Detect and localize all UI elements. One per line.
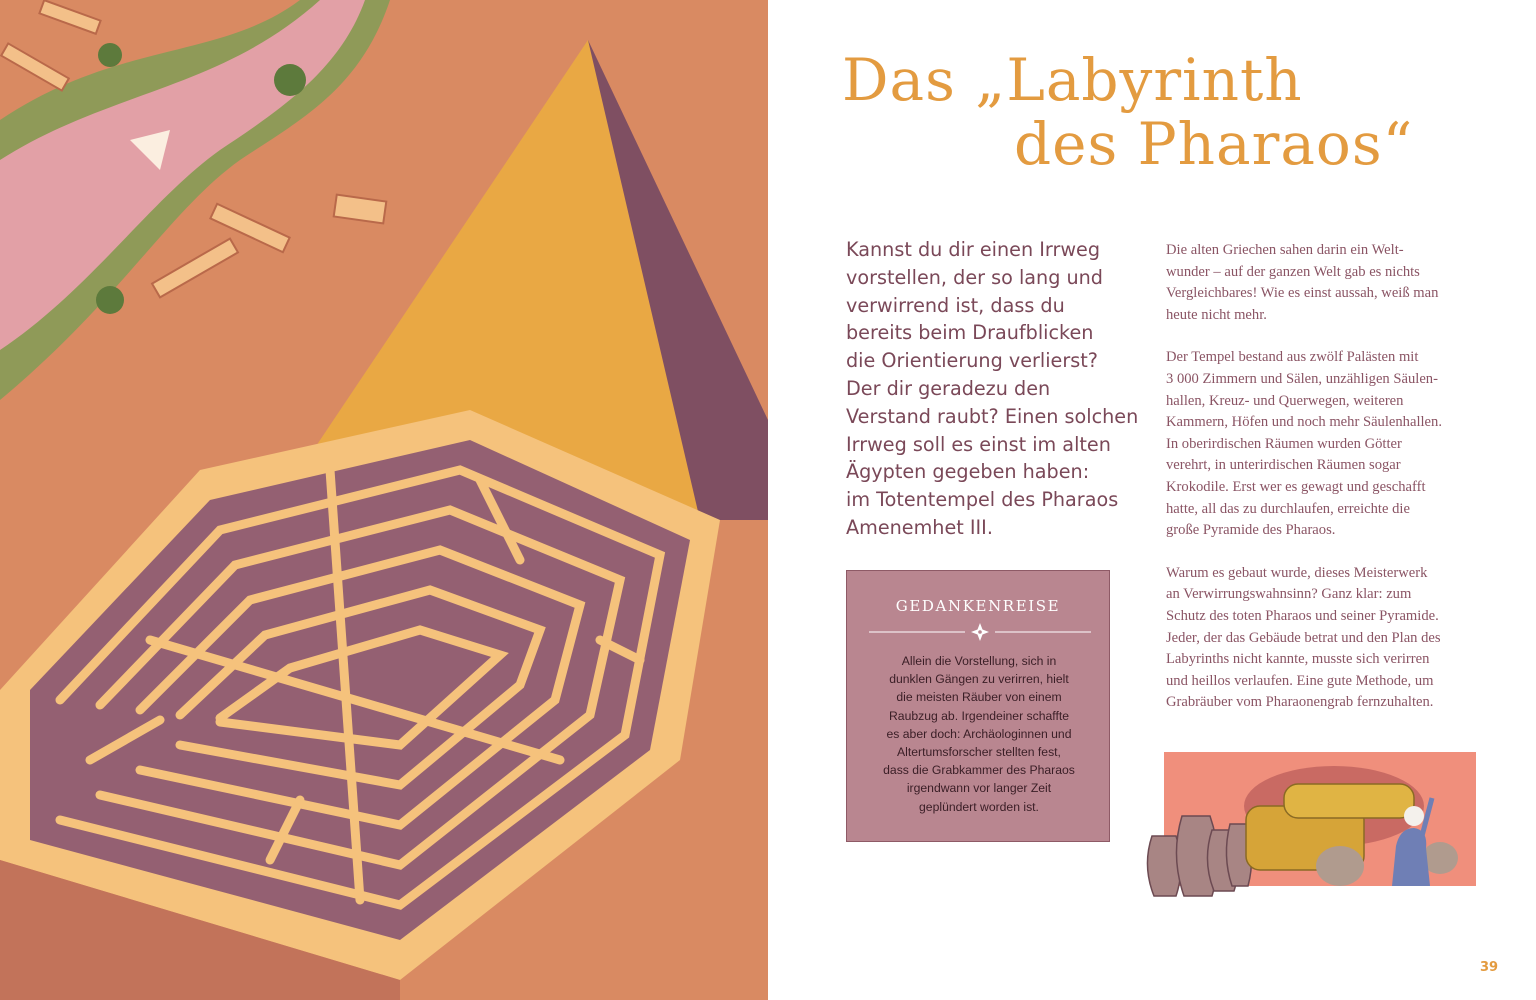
gedankenreise-title: GEDANKENREISE [895, 597, 1061, 615]
body-paragraph-3: Warum es gebaut wurde, dieses Meisterwerk an Verwirrungswahnsinn? Ganz klar: zum Schutz des toten Pharaos und seiner Pyramide. Jeder, der das Gebäude betrat und den Plan des Labyrinths nicht kannte, musste sich verirren und heillos verlaufen. Eine gute Methode, um Grabräuber vom Pharaonengrab fernzuhalten. [1166, 564, 1441, 711]
star-ornament-icon [869, 621, 1091, 643]
tomb-robber-illustration [1134, 746, 1476, 902]
gedankenreise-box [846, 570, 1110, 842]
jars [1147, 816, 1251, 896]
gedankenreise-text: Allein die Vorstellung, sich in dunklen Gängen zu verirren, hielt die meisten Räuber von einem Raubzug ab. Irgendeiner schaffte es aber doch: Archäologinnen und Altertumsforscher stellten fest, dass die Grabkammer des Pharaos irgendwann vor langer Zeit geplündert worden ist. [883, 654, 1075, 814]
page-title-line-2: des Pharaos“ [1014, 110, 1414, 178]
page-title [842, 48, 1413, 176]
treasure-sack [1316, 846, 1364, 886]
lead-paragraph: Kannst du dir einen Irrweg vorstellen, der so lang und verwirrend ist, dass du bereits beim Draufblicken die Orientierung verlierst? Der dir geradezu den Verstand raubt? Einen solchen Irrweg soll es einst im alten Ägypten gegeben haben: im Totentempel des Pharaos Amenemhet III. [846, 238, 1139, 539]
body-paragraph-2: Der Tempel bestand aus zwölf Palästen mit 3 000 Zimmern und Sälen, unzähligen Säulen- hallen, Kreuz- und Querwegen, weiteren Kammern, Höfen und noch mehr Säulenhallen. In oberirdischen Räumen wurden Götter verehrt, in unterirdischen Räumen sogar Krokodile. Erst wer es gewagt und geschafft hatte, all das zu durchlaufen, erreichte die große Pyramide des Pharaos. [1166, 349, 1442, 539]
page-number: 39 [1480, 960, 1499, 975]
sarcophagus-lid [1284, 784, 1414, 818]
page-title-line-1: Das „Labyrinth [842, 46, 1303, 114]
robber-turban [1404, 806, 1424, 826]
body-column [1166, 240, 1466, 735]
body-paragraph-1: Die alten Griechen sahen darin ein Welt- wunder – auf der ganzen Welt gab es nichts Vergleichbares! Wie es einst aussah, weiß man heute nicht mehr. [1166, 242, 1439, 323]
